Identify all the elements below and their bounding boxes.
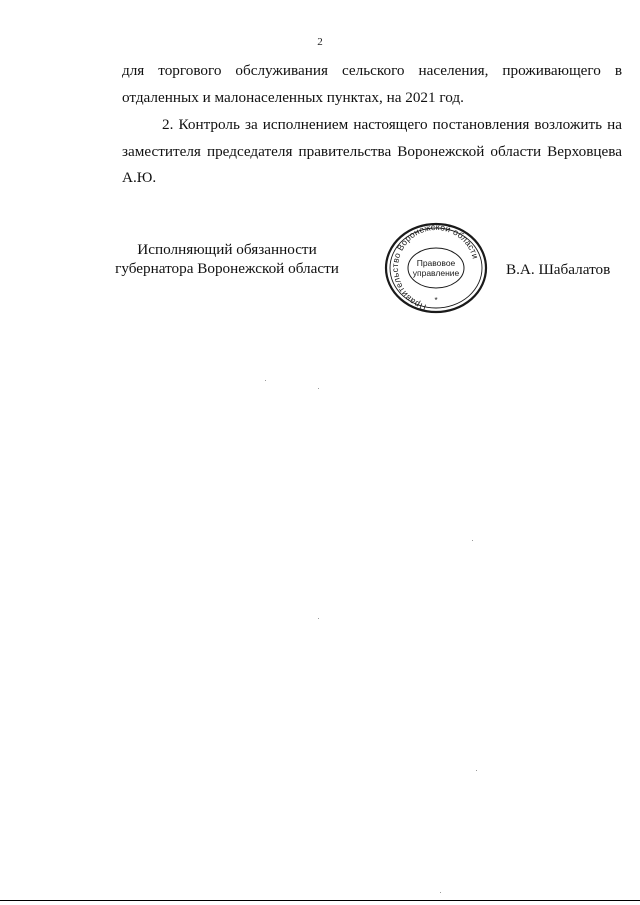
seal-inner-line-1: Правовое xyxy=(416,258,456,268)
signer-title-line-1: Исполняющий обязанности xyxy=(137,241,317,258)
scan-speck xyxy=(318,618,319,619)
body-paragraph-1: для торгового обслуживания сельского населения, проживающего в отдаленных и малонаселенных пунктах, на 2021 год. xyxy=(122,62,622,106)
page-number: 2 xyxy=(317,36,323,48)
scan-speck xyxy=(440,892,441,893)
bottom-edge-line xyxy=(0,900,640,901)
signer-name: В.А. Шабалатов xyxy=(506,261,611,278)
body-paragraph-2: 2. Контроль за исполнением настоящего постановления возложить на заместителя председателя правительства Воронежской области Верховцева А.Ю. xyxy=(122,116,622,186)
scan-speck xyxy=(265,380,266,381)
official-seal-stamp xyxy=(383,222,489,314)
scan-speck xyxy=(318,388,319,389)
seal-outer-text: Правительство Воронежской области xyxy=(389,222,481,313)
scan-speck xyxy=(476,770,477,771)
seal-star: * xyxy=(434,296,438,305)
scan-speck xyxy=(472,540,473,541)
seal-inner-line-2: управление xyxy=(412,268,460,278)
signer-title xyxy=(112,240,342,278)
signer-title-line-2: губернатора Воронежской области xyxy=(115,260,339,277)
